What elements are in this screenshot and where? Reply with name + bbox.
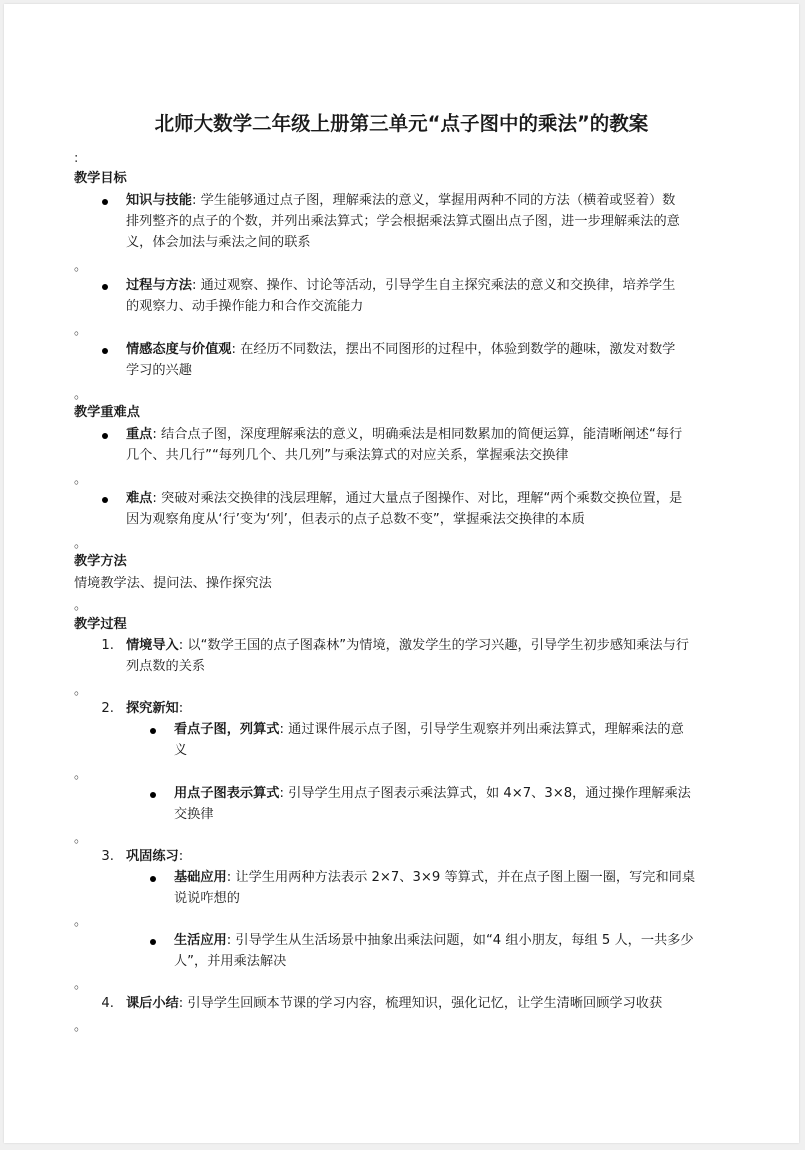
period-mark: 。 [74, 259, 88, 274]
keypoint-focus [126, 424, 682, 466]
item-label: 重点 [126, 427, 153, 442]
step-number: 1. [101, 638, 114, 653]
item-sep: : [279, 722, 289, 737]
item-line: 因为观察角度从‘行’变为‘列’，但表示的点子总数不变”，掌握乘法交换律的本质 [126, 512, 585, 527]
step-summary [126, 993, 662, 1014]
item-line: 以“数学王国的点子图森林”为情境，激发学生的学习兴趣，引导学生初步感知乘法与行 [187, 638, 689, 653]
item-sep: : [178, 638, 188, 653]
item-sep: : [152, 427, 162, 442]
item-sep: : [226, 870, 236, 885]
step-explore [126, 698, 183, 719]
item-line: 突破对乘法交换律的浅层理解，通过大量点子图操作、对比，理解“两个乘数交换位置，是 [161, 491, 683, 506]
step-number: 2. [101, 701, 114, 716]
document-title: 北师大数学二年级上册第三单元“点子图中的乘法”的教案 [154, 112, 649, 135]
item-line: 义，体会加法与乘法之间的联系 [126, 235, 311, 250]
item-sep: : [178, 996, 188, 1011]
item-line: 几个、共几行”“每列几个、共几列”与乘法算式的对应关系，掌握乘法交换律 [126, 448, 569, 463]
step-intro [126, 635, 689, 677]
bullet-marker [102, 497, 108, 503]
item-label: 课后小结 [126, 996, 179, 1011]
item-line: 学习的兴趣 [126, 363, 192, 378]
period-mark: 。 [74, 387, 88, 402]
item-line: 排列整齐的点子的个数，并列出乘法算式；学会根据乘法算式圈出点子图，进一步理解乘法的意 [126, 214, 680, 229]
bullet-marker [150, 728, 156, 734]
period-mark: 。 [74, 831, 88, 846]
item-line: 通过观察、操作、讨论等活动，引导学生自主探究乘法的意义和交换律，培养学生 [200, 278, 676, 293]
item-line: 人”，并用乘法解决 [174, 954, 287, 969]
objective-process [126, 275, 675, 317]
period-mark: 。 [74, 683, 88, 698]
bullet-marker [150, 876, 156, 882]
period-mark: 。 [74, 1019, 88, 1034]
item-line: 的观察力、动手操作能力和合作交流能力 [126, 299, 364, 314]
methods-heading: 教学方法 [74, 554, 127, 569]
item-line: 在经历不同数法，摆出不同图形的过程中，体验到数学的趣味，激发对数学 [240, 342, 676, 357]
item-line: 通过课件展示点子图，引导学生观察并列出乘法算式，理解乘法的意 [288, 722, 684, 737]
step-practice [126, 846, 183, 867]
step-number: 4. [101, 996, 114, 1011]
item-line: 引导学生用点子图表示乘法算式，如 4×7、3×8，通过操作理解乘法 [288, 786, 691, 801]
step-number: 3. [101, 849, 114, 864]
bullet-marker [150, 792, 156, 798]
item-sep: : [279, 786, 289, 801]
sub-step-life [174, 930, 694, 972]
item-label: 过程与方法 [126, 278, 192, 293]
item-sep: : [191, 193, 201, 208]
item-sep: : [178, 701, 184, 716]
sub-step-see-dots [174, 719, 684, 761]
objective-emotion [126, 339, 675, 381]
item-line: 结合点子图，深度理解乘法的意义，明确乘法是相同数累加的简便运算，能清晰阐述“每行 [161, 427, 683, 442]
keypoints-heading: 教学重难点 [74, 405, 140, 420]
item-sep: : [152, 491, 162, 506]
item-sep: : [226, 933, 236, 948]
item-label: 难点 [126, 491, 153, 506]
item-sep: : [191, 278, 201, 293]
period-mark: 。 [74, 472, 88, 487]
item-label: 知识与技能 [126, 193, 192, 208]
bullet-marker [102, 284, 108, 290]
item-label: 基础应用 [174, 870, 227, 885]
period-mark: 。 [74, 977, 88, 992]
bullet-marker [102, 348, 108, 354]
keypoint-difficulty [126, 488, 682, 530]
item-line: 交换律 [174, 807, 214, 822]
colon-mark: : [74, 151, 79, 166]
item-label: 探究新知 [126, 701, 179, 716]
sub-step-basic [174, 867, 695, 909]
item-line: 义 [174, 743, 188, 758]
item-line: 引导学生从生活场景中抽象出乘法问题，如“4 组小朋友，每组 5 人，一共多少 [235, 933, 694, 948]
item-sep: : [178, 849, 184, 864]
bullet-marker [102, 199, 108, 205]
period-mark: 。 [74, 536, 88, 551]
methods-text: 情境教学法、提问法、操作探究法 [74, 576, 272, 591]
bullet-marker [150, 939, 156, 945]
item-line: 引导学生回顾本节课的学习内容，梳理知识，强化记忆，让学生清晰回顾学习收获 [187, 996, 663, 1011]
document-page [4, 4, 799, 1143]
item-line: 说说咋想的 [174, 891, 240, 906]
period-mark: 。 [74, 598, 88, 613]
bullet-marker [102, 433, 108, 439]
item-label: 情感态度与价值观 [126, 342, 232, 357]
item-label: 看点子图，列算式 [174, 722, 280, 737]
item-sep: : [231, 342, 241, 357]
objective-knowledge [126, 190, 680, 253]
item-label: 用点子图表示算式 [174, 786, 280, 801]
objectives-heading: 教学目标 [74, 171, 127, 186]
period-mark: 。 [74, 767, 88, 782]
item-line: 列点数的关系 [126, 659, 206, 674]
process-heading: 教学过程 [74, 617, 127, 632]
item-label: 情境导入 [126, 638, 179, 653]
item-label: 巩固练习 [126, 849, 179, 864]
sub-step-draw-dots [174, 783, 691, 825]
period-mark: 。 [74, 914, 88, 929]
item-label: 生活应用 [174, 933, 227, 948]
item-line: 让学生用两种方法表示 2×7、3×9 等算式，并在点子图上圈一圈，写完和同桌 [235, 870, 696, 885]
period-mark: 。 [74, 323, 88, 338]
item-line: 学生能够通过点子图，理解乘法的意义，掌握用两种不同的方法（横着或竖着）数 [200, 193, 676, 208]
